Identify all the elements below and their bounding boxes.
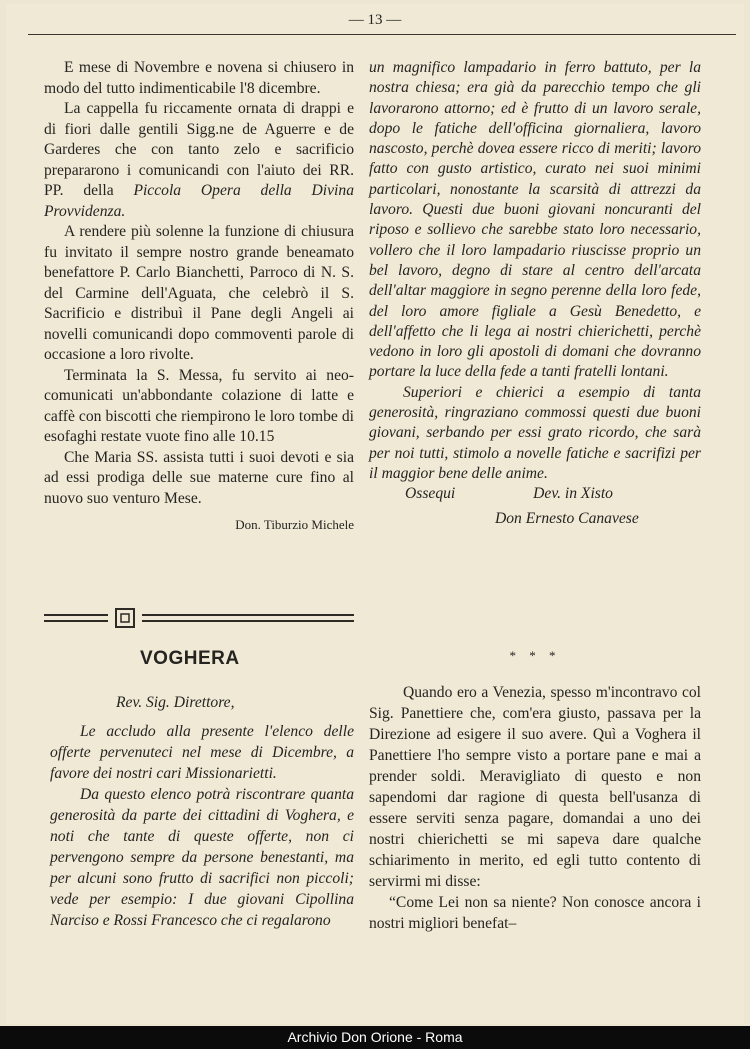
salutation: Rev. Sig. Direttore,	[116, 694, 235, 711]
letter-closing	[369, 484, 701, 504]
right-column-letter	[369, 58, 701, 529]
archive-footer: Archivio Don Orione - Roma	[0, 1026, 750, 1049]
letter-text	[50, 692, 354, 931]
right-column-story	[369, 682, 701, 934]
closing-formula: Dev. in Xisto	[533, 485, 613, 503]
paragraph: Le accludo alla presente l'elenco delle offerte pervenuteci nel mese di Dicembre, a favore dei nostri cari Missionarietti.	[50, 723, 354, 782]
section-stars: * * *	[509, 648, 561, 663]
paragraph: un magnifico lampadario in ferro battuto, per la nostra chiesa; era già da parecchio tempo che gli lavorarono attorno; ed è frutto di un lavoro serale, dopo le fatiche dell'officina giornaliera, lavoro nascosto, perchè dovea essere ricco di meriti; lavoro fatto con gusto artistico, curato nei suoi minimi particolari, nonostante la scarsità di attrezzi da lavoro. Questi due buoni giovani noncuranti del riposo e sollievo che sarebbe stato loro necessario, vollero che il loro lampadario riuscisse proprio un bel lavoro, degno di stare al centro dell'arcata dell'altar maggiore in segno perenne della loro fede, del loro amore figliale a Gesù Benedetto, e dell'affetto che li lega ai nostri chierichetti, perchè vedono in loro gli apostoli di domani che dovranno portare la luce della fede a tanti fratelli lontani.	[369, 59, 701, 381]
paragraph: “Come Lei non sa niente? Non conosce ancora i nostri migliori benefat–	[369, 894, 701, 932]
closing-greeting: Ossequi	[405, 485, 456, 503]
section-divider	[44, 606, 354, 630]
section-title: VOGHERA	[140, 648, 240, 669]
paragraph-text: La cappella fu riccamente ornata di drappi e di fiori dalle gentili Sigg.ne de Aguerre e de Garderes che con tanto zelo e sacrificio prepararono i comunicandi con l'aiuto dei RR. PP. della	[44, 100, 354, 199]
paragraph: Che Maria SS. assista tutti i suoi devoti e sia ad essi prodiga delle sue materne cure fino al nuovo suo venturo Mese.	[44, 448, 354, 507]
paragraph: Quando ero a Venezia, spesso m'incontravo col Sig. Panettiere che, com'era giusto, passava per la Direzione ad esigere il suo avere. Quì a Voghera il Panettiere l'ho sempre visto a portare pane e mai a prender soldi. Meravigliato di questo e non sapendomi dar ragione di questa bell'usanza di essere serviti senza pagare, domandai a uno dei nostri chierichetti se mi sapeva dare qualche schiarimento in merito, ed egli tutto contento di servirmi mi disse:	[369, 684, 701, 890]
paragraph: Da questo elenco potrà riscontrare quanta generosità da parte dei cittadini di Voghera, e noti che tante di queste offerte, non ci pervengono sempre da persone benestanti, ma per alcuni sono frutto di sacrifici non piccoli; vede per esempio: I due giovani Cipollina Narciso e Rossi Francesco che ci regalarono	[50, 786, 354, 929]
letter-signature: Don Ernesto Canavese	[495, 509, 639, 527]
article-signature: Don. Tiburzio Michele	[235, 517, 354, 532]
paragraph: A rendere più solenne la funzione di chiusura fu invitato il sempre nostro grande beneamato benefattore P. Carlo Bianchetti, Parroco di N. S. del Carmine dell'Aguata, che celebrò il S. Sacrificio e distribuì il Pane degli Angeli ai novelli comunicandi dopo commoventi parole di occasione a loro rivolte.	[44, 223, 354, 363]
left-column-article	[44, 58, 354, 536]
paragraph: Terminata la S. Messa, fu servito ai neo-comunicati un'abbondante colazione di latte e caffè con biscotti che riempirono le loro tombe di esofaghi restate vuote fino alle 10.15	[44, 366, 354, 445]
paragraph	[44, 99, 354, 222]
header-rule	[28, 34, 736, 35]
page-number: — 13 —	[348, 12, 402, 28]
paragraph: Superiori e chierici a esempio di tanta generosità, ringraziano commossi questi due buoni giovani, serbando per essi grato ricordo, che sarà per noi tutti, stimolo a novelle fatiche e sacrifizi per il maggior bene delle anime.	[369, 383, 701, 482]
organization-name: Piccola Opera della Divina Provvidenza.	[44, 182, 354, 220]
paragraph: E mese di Novembre e novena si chiusero in modo del tutto indimenticabile l'8 dicembre.	[44, 59, 354, 97]
